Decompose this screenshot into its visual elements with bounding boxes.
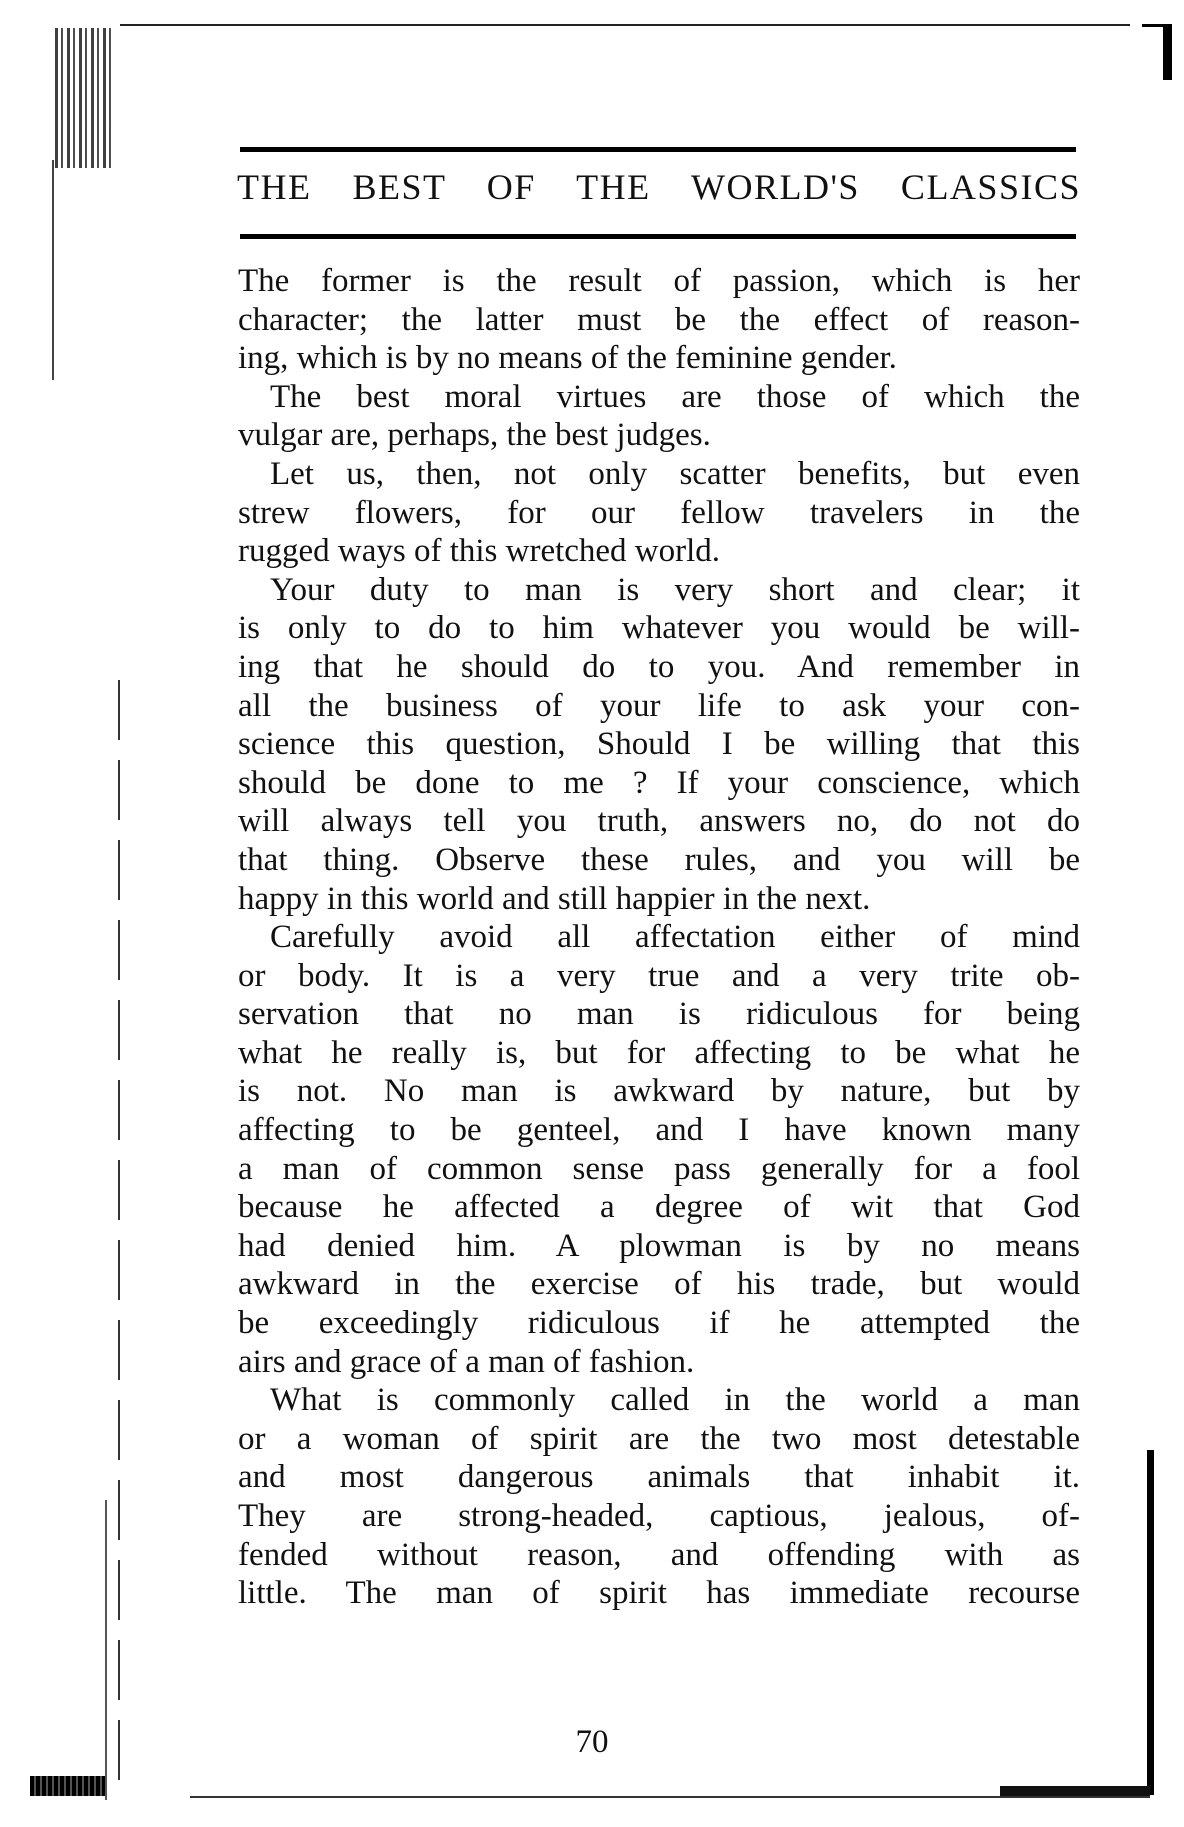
scan-edge-left-dashed bbox=[118, 680, 120, 1780]
text-line: or body. It is a very true and a very trite ob- bbox=[238, 957, 1080, 994]
text-line: will always tell you truth, answers no, do not do bbox=[238, 803, 1080, 840]
scan-corner-bottom-left bbox=[30, 1776, 105, 1796]
text-line: that thing. Observe these rules, and you will be bbox=[238, 841, 1080, 878]
scan-binding-shadow bbox=[55, 28, 115, 168]
text-line: science this question, Should I be willing that this bbox=[238, 726, 1080, 763]
text-line: What is commonly called in the world a man bbox=[270, 1382, 1080, 1419]
text-line: strew flowers, for our fellow travelers in the bbox=[238, 494, 1080, 531]
page-number: 70 bbox=[575, 1724, 609, 1760]
text-line: rugged ways of this wretched world. bbox=[238, 533, 721, 570]
scan-edge-top bbox=[120, 24, 1130, 26]
scan-corner-bottom-right bbox=[1000, 1786, 1150, 1796]
text-line: The best moral virtues are those of which the bbox=[270, 378, 1080, 415]
text-line: what he really is, but for affecting to be what he bbox=[238, 1034, 1080, 1071]
text-line: a man of common sense pass generally for a fool bbox=[238, 1150, 1080, 1187]
text-line: little. The man of spirit has immediate recourse bbox=[238, 1575, 1080, 1612]
header-rule-bottom bbox=[240, 234, 1076, 239]
text-line: awkward in the exercise of his trade, but would bbox=[238, 1266, 1080, 1303]
text-line: Your duty to man is very short and clear; it bbox=[270, 571, 1080, 608]
text-line: happy in this world and still happier in the next. bbox=[238, 880, 871, 917]
text-line: be exceedingly ridiculous if he attempted the bbox=[238, 1305, 1080, 1342]
text-line: They are strong-headed, captious, jealous, of- bbox=[238, 1498, 1080, 1534]
text-line: because he affected a degree of wit that God bbox=[238, 1189, 1080, 1226]
text-line: or a woman of spirit are the two most detestable bbox=[238, 1420, 1080, 1457]
text-line: character; the latter must be the effect of reason- bbox=[238, 301, 1080, 338]
text-line: had denied him. A plowman is by no means bbox=[238, 1227, 1080, 1264]
header-rule-top bbox=[240, 147, 1076, 152]
scan-corner-top-right bbox=[1142, 24, 1172, 80]
text-line: all the business of your life to ask your con- bbox=[238, 687, 1080, 724]
text-line: fended without reason, and offending with as bbox=[238, 1536, 1080, 1573]
text-line: is only to do to him whatever you would be will- bbox=[238, 610, 1080, 647]
text-line: Carefully avoid all affectation either of mind bbox=[270, 919, 1080, 956]
scan-edge-bottom bbox=[190, 1796, 1150, 1798]
running-head: THE BEST OF THE WORLD'S CLASSICS bbox=[237, 167, 1081, 207]
scan-edge-left bbox=[52, 160, 54, 380]
text-line: vulgar are, perhaps, the best judges. bbox=[238, 417, 711, 454]
text-line: ing, which is by no means of the feminine gender. bbox=[238, 340, 897, 377]
text-line: should be done to me ? If your conscience, which bbox=[238, 764, 1080, 801]
text-line: is not. No man is awkward by nature, but by bbox=[238, 1073, 1080, 1110]
text-line: airs and grace of a man of fashion. bbox=[238, 1343, 695, 1380]
text-line: Let us, then, not only scatter benefits, but even bbox=[270, 455, 1080, 492]
text-line: and most dangerous animals that inhabit it. bbox=[238, 1459, 1080, 1496]
text-line: The former is the result of passion, which is her bbox=[238, 263, 1080, 299]
text-line: affecting to be genteel, and I have known many bbox=[238, 1112, 1080, 1149]
text-line: servation that no man is ridiculous for being bbox=[238, 996, 1080, 1033]
text-line: ing that he should do to you. And remember in bbox=[238, 648, 1080, 685]
body-text bbox=[238, 262, 1080, 1613]
